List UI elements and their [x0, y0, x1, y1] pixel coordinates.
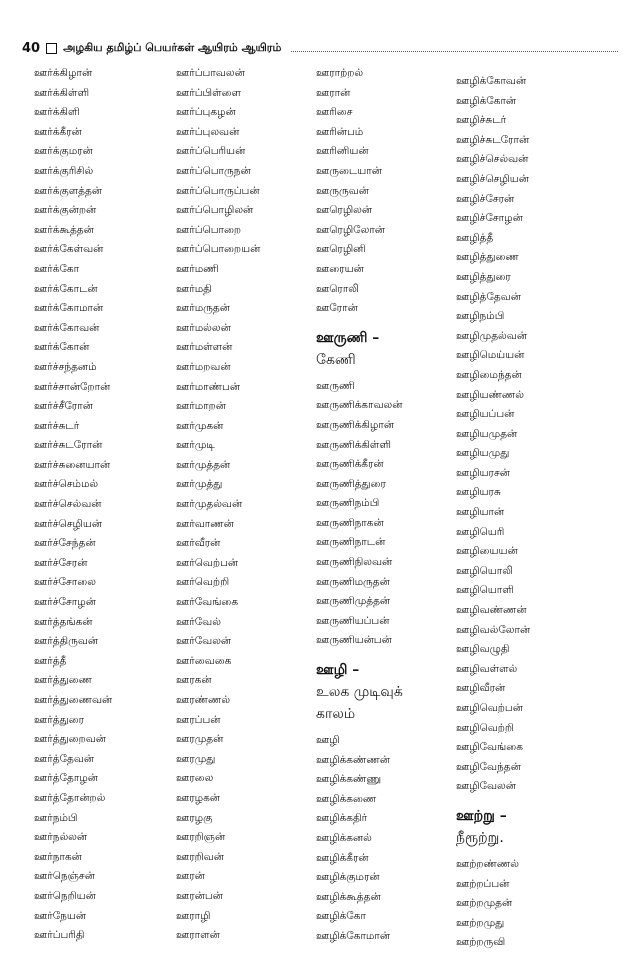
- name-entry: ஊருணிநம்பி: [316, 497, 380, 510]
- name-entry: ஊர்நாகன்: [34, 850, 82, 863]
- name-entry: ஊர்முதல்வன்: [176, 498, 243, 511]
- name-entry: ஊழிச்சுடரோன்: [456, 133, 530, 146]
- name-entry: ஊருணிக்கிழான்: [316, 418, 395, 431]
- name-entry: ஊர்க்கோவன்: [34, 321, 100, 334]
- name-entry: ஊர்முத்து: [176, 478, 223, 491]
- name-entry: ஊருணிமருதன்: [316, 575, 390, 588]
- name-entry: ஊர்நெஞ்சன்: [34, 870, 95, 883]
- name-column-1: [34, 64, 179, 946]
- name-entry: ஊர்முடி: [176, 439, 215, 452]
- name-entry: ஊர்வேல்: [176, 615, 221, 628]
- name-list: [316, 64, 461, 319]
- name-entry: ஊரண்ணல்: [176, 694, 231, 706]
- name-entry: ஊர்மள்ளன்: [176, 341, 233, 354]
- name-entry: ஊர்க்குன்றன்: [34, 204, 97, 217]
- name-entry: ஊர்ச்செல்வன்: [34, 498, 102, 511]
- name-entry: ஊர்மருதன்: [176, 302, 230, 315]
- section-title: ஊருணி –: [316, 329, 380, 346]
- name-entry: ஊர்க்குளத்தன்: [34, 184, 103, 197]
- name-entry: ஊரெழிலோன்: [316, 223, 385, 236]
- name-entry: ஊழிக்குமரன்: [316, 871, 380, 884]
- name-entry: ஊர்நெறியன்: [34, 889, 96, 902]
- name-entry: ஊர்த்தீ: [34, 654, 67, 667]
- name-entry: ஊழிமுதல்வன்: [456, 329, 527, 342]
- name-entry: ஊழிமெய்யன்: [456, 349, 525, 362]
- name-entry: ஊர்வைகை: [176, 654, 232, 667]
- name-entry: ஊருணிநாடன்: [316, 536, 386, 549]
- name-entry: ஊர்மணி: [176, 262, 219, 275]
- name-entry: ஊழித்தீ: [456, 231, 494, 244]
- name-entry: ஊர்க்கிள்ளி: [34, 86, 90, 99]
- name-entry: ஊழிச்சேரன்: [456, 192, 515, 205]
- name-entry: ஊர்க்கோடன்: [34, 282, 98, 295]
- name-entry: ஊர்வாணன்: [176, 517, 234, 530]
- name-entry: ஊழிக்கனல்: [316, 832, 372, 844]
- name-entry: ஊழிச்சோழன்: [456, 212, 523, 225]
- name-entry: ஊர்ச்சோழன்: [34, 596, 96, 609]
- name-entry: ஊர்த்திருவன்: [34, 635, 99, 648]
- name-entry: ஊழிக்கோமான்: [316, 929, 391, 942]
- name-entry: ஊர்க்கூத்தன்: [34, 223, 94, 236]
- name-entry: ஊருணிநிலவன்: [316, 556, 393, 569]
- name-entry: ஊர்ச்செழியன்: [34, 517, 103, 530]
- name-column-4: [456, 72, 601, 953]
- name-entry: ஊர்ச்சோலை: [34, 576, 96, 589]
- name-entry: ஊர்ப்பொழிலன்: [176, 204, 254, 217]
- name-entry: ஊழிவெற்பன்: [456, 702, 523, 714]
- name-entry: ஊர்மாறன்: [176, 400, 226, 413]
- name-entry: ஊர்ப்பாவலன்: [176, 67, 245, 79]
- name-entry: ஊழிக்கோன்: [456, 94, 517, 107]
- name-entry: ஊர்ப்பொருநன்: [176, 164, 251, 177]
- name-entry: ஊருணித்துரை: [316, 477, 386, 490]
- name-list: [316, 731, 461, 947]
- name-entry: ஊருணிக்கிள்ளி: [316, 438, 391, 451]
- name-entry: ஊரையன்: [316, 262, 364, 275]
- name-entry: ஊழிவள்ளல்: [456, 662, 518, 675]
- name-entry: ஊர்ப்புகழன்: [176, 106, 236, 119]
- name-entry: ஊழிக்கண்ணு: [316, 773, 382, 786]
- name-entry: ஊராற்றல்: [316, 67, 364, 79]
- name-entry: ஊழிக்கதிர்: [316, 812, 368, 825]
- name-entry: ஊழிக்கண்ணன்: [316, 753, 390, 766]
- section-heading-ootru: [456, 805, 601, 849]
- name-entry: ஊழிச்செழியன்: [456, 172, 529, 185]
- name-entry: ஊழித்தேவன்: [456, 290, 521, 303]
- name-entry: ஊழிச்சுடர்: [456, 114, 507, 127]
- name-entry: ஊரினியன்: [316, 145, 369, 158]
- name-entry: ஊர்ச்சீரோன்: [34, 400, 93, 413]
- name-entry: ஊழிக்கூத்தன்: [316, 890, 381, 903]
- name-entry: ஊருருவன்: [316, 184, 369, 197]
- name-entry: ஊருணிமுத்தன்: [316, 595, 391, 608]
- name-entry: ஊழியமுது: [456, 447, 510, 460]
- name-entry: ஊரமுது: [176, 752, 216, 765]
- name-entry: ஊர்ப்பெரியன்: [176, 145, 246, 158]
- name-entry: ஊழியையன்: [456, 545, 518, 558]
- name-entry: ஊர்த்தோழன்: [34, 772, 98, 785]
- name-entry: ஊழிமைந்தன்: [456, 368, 522, 381]
- name-entry: ஊழிக்கீரன்: [316, 851, 369, 864]
- name-entry: ஊழிநம்பி: [456, 310, 505, 323]
- name-entry: ஊழிவேங்கை: [456, 741, 523, 754]
- name-entry: ஊருணி: [316, 379, 355, 392]
- name-entry: ஊழியரசு: [456, 486, 501, 499]
- name-entry: ஊர்த்தேவன்: [34, 752, 95, 765]
- name-entry: ஊர்ப்பரிதி: [34, 929, 85, 942]
- name-entry: ஊர்நேயன்: [34, 909, 87, 922]
- name-entry: ஊர்ப்புலவன்: [176, 125, 240, 138]
- name-column-2: [176, 64, 321, 946]
- name-entry: ஊழிக்கணை: [316, 792, 377, 805]
- name-entry: ஊற்றமுது: [456, 916, 505, 929]
- name-entry: ஊர்மதி: [176, 282, 212, 295]
- name-entry: ஊழியப்பன்: [456, 408, 515, 421]
- name-entry: ஊழிவல்லோன்: [456, 623, 531, 636]
- section-subtitle: கேணி: [316, 351, 356, 368]
- section-heading-oorani: [316, 327, 461, 371]
- name-entry: ஊழிக்கோ: [316, 910, 366, 923]
- name-column-3: [316, 64, 461, 947]
- name-list: [456, 72, 601, 797]
- name-entry: ஊர்க்குமரன்: [34, 145, 93, 158]
- name-entry: ஊர்க்கோன்: [34, 341, 90, 354]
- name-entry: ஊரெழிலன்: [316, 204, 373, 217]
- name-entry: ஊர்த்துணைவன்: [34, 694, 113, 706]
- name-entry: ஊருடையான்: [316, 164, 382, 177]
- name-entry: ஊழிவேந்தன்: [456, 760, 521, 773]
- section-subtitle: நீரூற்று.: [456, 829, 504, 846]
- name-entry: ஊர்வீரன்: [176, 537, 221, 550]
- name-entry: ஊரறிஞன்: [176, 831, 226, 844]
- name-entry: ஊர்ப்பொருப்பன்: [176, 184, 260, 197]
- name-entry: ஊழிவேலன்: [456, 780, 516, 793]
- name-entry: ஊரன்பன்: [176, 889, 223, 902]
- name-entry: ஊரமுதன்: [176, 733, 224, 746]
- name-entry: ஊர்த்துறைவன்: [34, 733, 106, 746]
- book-title: அழகிய தமிழ்ப் பெயர்கள் ஆயிரம் ஆயிரம்: [63, 40, 282, 54]
- name-entry: ஊரொலி: [316, 282, 359, 295]
- name-entry: ஊழிவெற்றி: [456, 721, 514, 734]
- name-entry: ஊர்த்துணை: [34, 674, 92, 687]
- name-entry: ஊர்ப்பொறையன்: [176, 243, 261, 256]
- name-entry: ஊர்முகன்: [176, 419, 224, 432]
- name-entry: ஊழிவீரன்: [456, 682, 506, 695]
- name-entry: ஊர்த்தோன்றல்: [34, 791, 106, 804]
- name-entry: ஊற்றண்ணல்: [456, 857, 519, 870]
- name-entry: ஊர்ச்செம்மல்: [34, 478, 99, 491]
- name-entry: ஊர்க்கிளி: [34, 106, 80, 119]
- name-entry: ஊருணிக்கீரன்: [316, 458, 384, 471]
- name-entry: ஊழியெரி: [456, 525, 505, 538]
- name-entry: ஊழிவழுதி: [456, 643, 510, 656]
- name-list: [316, 377, 461, 651]
- name-entry: ஊர்நல்லன்: [34, 831, 88, 844]
- name-entry: ஊரின்பம்: [316, 125, 364, 138]
- name-entry: ஊரகன்: [176, 674, 212, 687]
- name-entry: ஊழி: [316, 734, 340, 747]
- name-entry: ஊரலை: [176, 772, 214, 785]
- name-entry: ஊர்வேலன்: [176, 635, 232, 648]
- name-entry: ஊராளன்: [176, 929, 220, 942]
- name-list: [456, 855, 601, 953]
- section-title: ஊழி –: [316, 662, 360, 679]
- name-entry: ஊழியான்: [456, 506, 505, 519]
- page-header: [22, 36, 618, 60]
- name-entry: ஊரோன்: [316, 302, 358, 315]
- name-entry: ஊழிச்செல்வன்: [456, 153, 529, 166]
- section-title: ஊற்று –: [456, 807, 507, 824]
- section-heading-oozhi: [316, 659, 461, 725]
- name-entry: ஊர்ச்சான்றோன்: [34, 380, 111, 393]
- name-entry: ஊழியரசன்: [456, 466, 510, 479]
- name-entry: ஊருணிக்காவலன்: [316, 399, 403, 412]
- name-entry: ஊர்வெற்றி: [176, 576, 230, 589]
- name-entry: ஊர்நம்பி: [34, 811, 78, 824]
- page-number: 40: [22, 40, 41, 56]
- name-entry: ஊர்க்கீரன்: [34, 125, 82, 138]
- name-entry: ஊர்மறவன்: [176, 360, 231, 373]
- name-entry: ஊர்மல்லன்: [176, 321, 231, 334]
- name-entry: ஊழியமுதன்: [456, 427, 518, 440]
- name-entry: ஊர்ச்சேரன்: [34, 556, 88, 569]
- name-entry: ஊரிசை: [316, 106, 353, 119]
- name-entry: ஊர்ச்சுடர்: [34, 419, 80, 432]
- name-entry: ஊரறிவன்: [176, 850, 224, 863]
- name-entry: ஊர்மாண்பன்: [176, 380, 240, 393]
- name-entry: ஊர்ப்பிள்ளை: [176, 86, 241, 99]
- name-entry: ஊழியண்ணல்: [456, 388, 524, 401]
- section-subtitle: உலக முடிவுக்: [316, 684, 403, 701]
- name-entry: ஊழிக்கோவன்: [456, 75, 527, 87]
- name-entry: ஊர்வேங்கை: [176, 596, 239, 609]
- name-entry: ஊழித்துரை: [456, 270, 511, 283]
- name-entry: ஊரப்பன்: [176, 713, 221, 726]
- name-entry: ஊருணியப்பன்: [316, 614, 390, 627]
- name-entry: ஊரெழினி: [316, 243, 366, 256]
- dotted-leader: [291, 51, 618, 52]
- name-entry: ஊர்க்கோமான்: [34, 302, 104, 315]
- name-entry: ஊர்க்கோ: [34, 262, 80, 275]
- name-entry: ஊழியொலி: [456, 564, 513, 577]
- name-entry: ஊர்ச்சந்தனம்: [34, 360, 97, 373]
- name-entry: ஊர்க்கேள்வன்: [34, 243, 104, 256]
- name-entry: ஊழிவண்ணன்: [456, 604, 527, 617]
- name-entry: ஊரழகன்: [176, 791, 220, 804]
- name-entry: ஊர்வெற்பன்: [176, 556, 239, 569]
- name-entry: ஊர்ச்சேந்தன்: [34, 537, 96, 550]
- name-entry: ஊற்றமுதன்: [456, 897, 513, 910]
- name-entry: ஊராழி: [176, 909, 211, 922]
- name-entry: ஊற்றருவி: [456, 936, 506, 949]
- name-entry: ஊர்த்தங்கன்: [34, 615, 93, 628]
- name-entry: ஊழித்துணை: [456, 251, 519, 264]
- name-entry: ஊர்முத்தன்: [176, 458, 231, 471]
- name-entry: ஊற்றப்பன்: [456, 877, 510, 890]
- name-entry: ஊரழகு: [176, 811, 213, 824]
- name-entry: ஊர்ச்சுனையான்: [34, 458, 111, 471]
- name-entry: ஊர்க்கிழான்: [34, 67, 93, 79]
- name-entry: ஊர்ச்சுடரோன்: [34, 439, 103, 452]
- name-entry: ஊர்ப்பொறை: [176, 223, 242, 236]
- name-entry: ஊருணிநாகன்: [316, 516, 384, 529]
- name-entry: ஊரன்: [176, 870, 205, 883]
- name-entry: ஊர்த்துரை: [34, 713, 85, 726]
- name-entry: ஊருணியன்பன்: [316, 634, 392, 647]
- name-entry: ஊழியொளி: [456, 584, 514, 597]
- name-entry: ஊரான்: [316, 86, 351, 99]
- square-bullet-icon: [46, 43, 57, 54]
- section-subtitle-line2: காலம்: [316, 706, 356, 723]
- name-entry: ஊர்க்குரிசில்: [34, 164, 94, 177]
